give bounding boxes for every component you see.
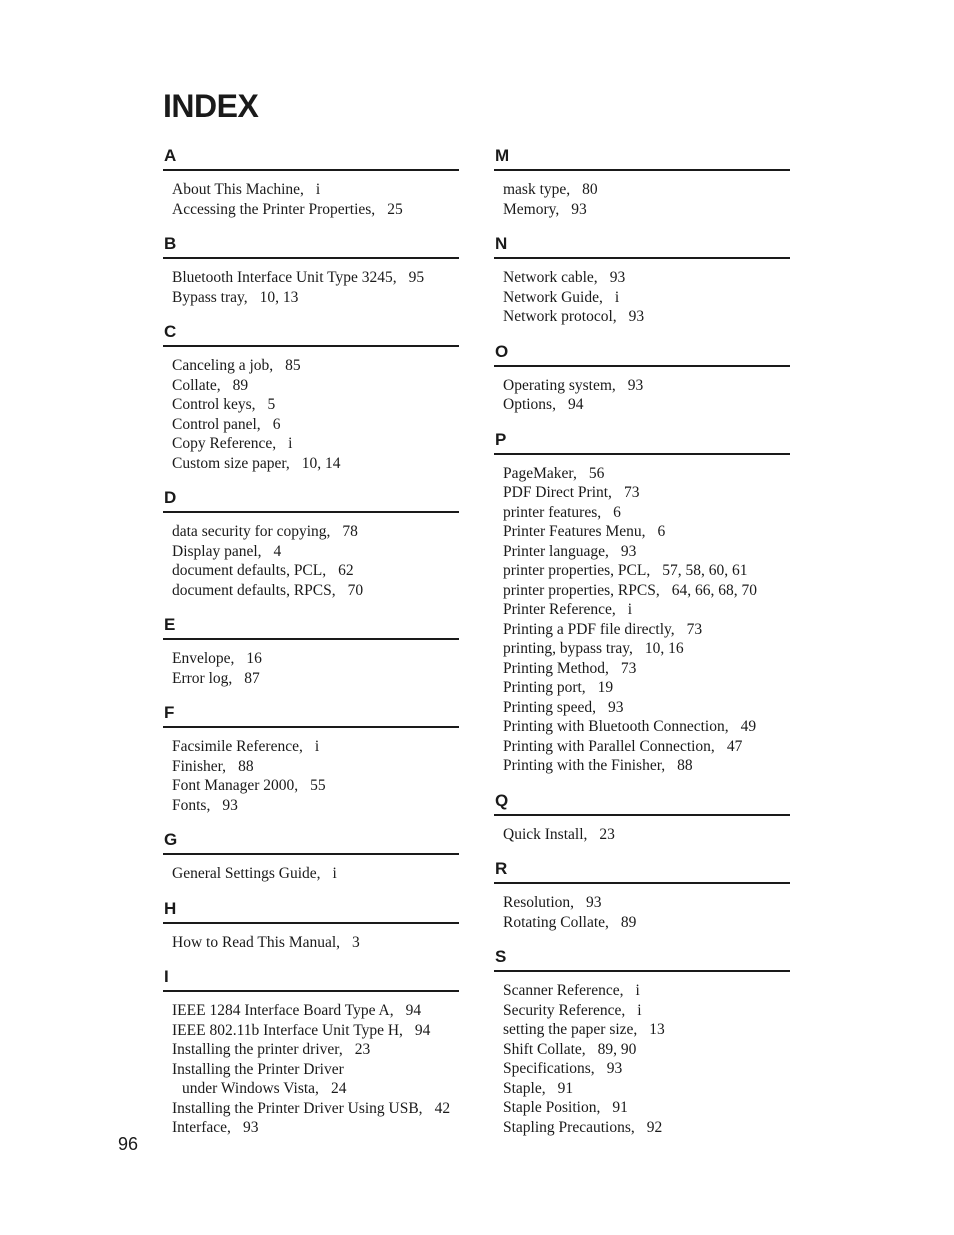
entry-term: Printing with Bluetooth Connection, — [503, 718, 729, 735]
entry-term: Copy Reference, — [172, 435, 277, 452]
entry-term: Operating system, — [503, 376, 616, 394]
entry-pages: 88 — [677, 757, 693, 774]
entry-pages: 73 — [620, 659, 637, 677]
index-entry — [503, 288, 790, 308]
index-entry — [503, 1059, 790, 1079]
entry-term: Error log, — [172, 669, 233, 687]
entry-pages: 93 — [222, 796, 238, 814]
index-entry — [172, 737, 459, 757]
entry-term: Staple Position, — [503, 1099, 601, 1116]
entry-pages: 10, 13 — [259, 288, 299, 306]
entry-term: Printer Features Menu, — [503, 523, 646, 540]
index-column-right — [494, 145, 790, 1151]
index-section-o — [494, 341, 790, 415]
entry-pages: 91 — [612, 1099, 628, 1116]
entry-pages: 93 — [609, 269, 626, 286]
index-entry — [503, 561, 790, 581]
index-entry — [172, 1099, 459, 1119]
entry-term: Memory, — [503, 200, 560, 218]
entry-pages: 88 — [238, 757, 254, 775]
entry-pages: 94 — [405, 1002, 422, 1019]
index-entry — [172, 288, 459, 308]
index-entry — [172, 933, 459, 953]
section-letter: E — [164, 615, 176, 634]
entry-pages: 23 — [599, 825, 615, 843]
index-entry — [503, 913, 790, 933]
index-entry — [503, 180, 790, 200]
entry-pages: i — [635, 982, 640, 999]
entry-term: Bluetooth Interface Unit Type 3245, — [172, 269, 397, 286]
index-entry — [172, 757, 459, 777]
entry-pages: 49 — [740, 718, 757, 735]
entry-list — [494, 825, 790, 845]
index-entry — [172, 200, 459, 220]
entry-term: Rotating Collate, — [503, 913, 609, 931]
entry-term: Installing the Printer Driver — [172, 1060, 344, 1078]
index-entry — [172, 415, 459, 435]
section-letter: G — [164, 830, 178, 849]
section-letter: O — [495, 341, 509, 361]
entry-term: data security for copying, — [172, 523, 331, 540]
entry-term: PDF Direct Print, — [503, 484, 612, 501]
entry-pages: 6 — [657, 523, 666, 540]
index-entry — [503, 678, 790, 698]
entry-term: Staple, — [503, 1079, 546, 1097]
index-section-c — [163, 321, 459, 473]
section-letter: H — [164, 898, 177, 918]
entry-term: Printing speed, — [503, 698, 596, 716]
index-section-p — [494, 429, 790, 776]
index-entry — [503, 717, 790, 737]
index-section-i — [163, 966, 459, 1138]
entry-term: Display panel, — [172, 542, 262, 560]
section-divider — [494, 882, 790, 884]
entry-term: Stapling Precautions, — [503, 1118, 635, 1136]
entry-pages: 73 — [686, 620, 703, 638]
entry-pages: 93 — [586, 894, 602, 911]
index-entry — [503, 1020, 790, 1040]
index-entry — [503, 620, 790, 640]
entry-subterm: under Windows Vista, — [182, 1080, 319, 1097]
index-section-b — [163, 233, 459, 307]
entry-list — [163, 933, 459, 953]
section-divider — [494, 257, 790, 259]
entry-term: Scanner Reference, — [503, 982, 624, 999]
entry-list — [494, 376, 790, 415]
index-entry — [503, 395, 790, 415]
entry-subterm-line — [172, 1079, 459, 1099]
section-letter: Q — [495, 790, 509, 810]
entry-term: printing, bypass tray, — [503, 640, 633, 657]
entry-pages: 5 — [267, 396, 276, 413]
index-section-h — [163, 898, 459, 953]
index-entry — [503, 981, 790, 1001]
index-entry — [503, 600, 790, 620]
entry-list — [163, 864, 459, 884]
section-letter: I — [164, 967, 169, 986]
entry-term: Interface, — [172, 1119, 231, 1136]
entry-pages: 94 — [567, 396, 584, 413]
entry-pages: 4 — [273, 542, 282, 560]
index-entry — [503, 376, 790, 396]
section-divider — [494, 814, 790, 816]
entry-term: How to Read This Manual, — [172, 933, 341, 951]
index-entry — [172, 542, 459, 562]
entry-term: Printing with Parallel Connection, — [503, 737, 715, 755]
entry-term: Font Manager 2000, — [172, 777, 299, 794]
index-section-r — [494, 858, 790, 932]
index-entry — [172, 1118, 459, 1138]
index-entry — [172, 522, 459, 542]
entry-term: Control panel, — [172, 415, 261, 433]
entry-list — [494, 464, 790, 776]
entry-pages: 47 — [726, 737, 743, 755]
index-section-n — [494, 233, 790, 327]
entry-list — [163, 522, 459, 600]
entry-term: Resolution, — [503, 894, 575, 911]
entry-pages: 80 — [582, 181, 598, 198]
entry-term: IEEE 802.11b Interface Unit Type H, — [172, 1021, 403, 1039]
index-entry — [503, 825, 790, 845]
entry-pages: i — [614, 288, 620, 306]
index-entry — [172, 776, 459, 796]
entry-pages: 93 — [571, 200, 587, 218]
entry-pages: 6 — [272, 415, 281, 433]
section-divider — [494, 453, 790, 455]
section-divider — [494, 365, 790, 367]
index-entry — [503, 698, 790, 718]
entry-list — [494, 180, 790, 219]
entry-pages: 89 — [232, 376, 249, 394]
entry-pages: 87 — [244, 669, 260, 687]
entry-pages: 85 — [285, 357, 301, 374]
entry-pages: 57, 58, 60, 61 — [662, 562, 748, 579]
entry-pages: 13 — [649, 1021, 665, 1038]
section-letter: D — [164, 488, 177, 507]
entry-pages: i — [314, 738, 320, 755]
index-entry — [503, 1118, 790, 1138]
section-divider — [163, 922, 459, 924]
entry-term: printer properties, RPCS, — [503, 581, 660, 599]
section-divider — [163, 345, 459, 347]
index-column-left — [163, 145, 459, 1152]
page-title: INDEX — [163, 88, 259, 124]
entry-term: Custom size paper, — [172, 454, 290, 472]
section-letter: C — [164, 322, 177, 341]
entry-term: Control keys, — [172, 396, 256, 413]
section-divider — [163, 257, 459, 259]
entry-term: Printer Reference, — [503, 601, 616, 618]
entry-term: Network cable, — [503, 269, 598, 286]
entry-term: printer properties, PCL, — [503, 562, 651, 579]
section-letter: S — [495, 947, 507, 966]
entry-pages: 23 — [354, 1041, 371, 1058]
index-entry — [172, 669, 459, 689]
entry-pages: 16 — [246, 650, 262, 667]
index-entry — [503, 1079, 790, 1099]
index-entry — [172, 356, 459, 376]
index-entry — [503, 737, 790, 757]
entry-term: Installing the Printer Driver Using USB, — [172, 1099, 423, 1117]
entry-term: Specifications, — [503, 1060, 595, 1077]
entry-pages: 93 — [620, 542, 637, 560]
entry-pages: 92 — [646, 1118, 663, 1136]
entry-term: Envelope, — [172, 650, 235, 667]
entry-pages: 6 — [613, 503, 621, 521]
entry-list — [163, 1001, 459, 1138]
section-letter: F — [164, 703, 175, 722]
index-section-e — [163, 614, 459, 688]
index-entry — [503, 542, 790, 562]
index-entry — [503, 659, 790, 679]
entry-term: About This Machine, — [172, 181, 304, 198]
index-entry — [503, 1098, 790, 1118]
index-entry — [172, 1001, 459, 1021]
section-letter: R — [495, 859, 508, 878]
entry-term: mask type, — [503, 181, 571, 198]
entry-pages: 78 — [342, 523, 358, 540]
entry-pages: 93 — [608, 698, 624, 716]
entry-term: Accessing the Printer Properties, — [172, 200, 376, 218]
section-letter: P — [495, 429, 507, 449]
index-section-g — [163, 829, 459, 884]
entry-pages: 89, 90 — [597, 1040, 637, 1058]
entry-pages: i — [627, 601, 633, 618]
entry-term: document defaults, RPCS, — [172, 581, 336, 599]
index-entry — [172, 581, 459, 601]
section-divider — [163, 726, 459, 728]
section-letter: M — [495, 146, 510, 165]
entry-list — [494, 893, 790, 932]
entry-term: setting the paper size, — [503, 1021, 638, 1038]
entry-pages: 70 — [347, 581, 364, 599]
section-divider — [494, 169, 790, 171]
index-entry — [503, 307, 790, 327]
section-divider — [163, 638, 459, 640]
index-section-d — [163, 487, 459, 600]
entry-term: document defaults, PCL, — [172, 562, 327, 579]
entry-term: IEEE 1284 Interface Board Type A, — [172, 1002, 394, 1019]
entry-pages: 93 — [242, 1119, 259, 1136]
entry-term: Network Guide, — [503, 288, 603, 306]
index-entry — [503, 893, 790, 913]
entry-pages: 73 — [623, 484, 640, 501]
entry-term: General Settings Guide, — [172, 865, 321, 882]
section-divider — [163, 853, 459, 855]
section-letter: B — [164, 234, 177, 253]
entry-term: PageMaker, — [503, 464, 577, 482]
entry-pages: 64, 66, 68, 70 — [671, 581, 757, 599]
entry-list — [163, 268, 459, 307]
entry-pages: 24 — [330, 1080, 347, 1097]
index-section-a — [163, 145, 459, 219]
index-entry — [503, 503, 790, 523]
index-entry — [503, 464, 790, 484]
entry-list — [494, 268, 790, 327]
entry-pages: i — [315, 181, 321, 198]
index-entry — [503, 1040, 790, 1060]
entry-list — [163, 356, 459, 473]
entry-pages: 93 — [628, 308, 645, 325]
index-entry — [503, 483, 790, 503]
entry-pages: 94 — [414, 1021, 431, 1039]
entry-term: Installing the printer driver, — [172, 1041, 343, 1058]
section-divider — [163, 990, 459, 992]
index-entry — [172, 864, 459, 884]
entry-pages: 10, 14 — [301, 454, 341, 472]
index-section-m — [494, 145, 790, 219]
index-entry — [503, 639, 790, 659]
entry-term: Facsimile Reference, — [172, 738, 303, 755]
index-entry — [503, 268, 790, 288]
entry-term: Canceling a job, — [172, 357, 274, 374]
entry-term: Network protocol, — [503, 308, 617, 325]
index-entry — [172, 1060, 459, 1099]
entry-term: printer features, — [503, 503, 602, 521]
entry-list — [494, 981, 790, 1137]
entry-term: Collate, — [172, 376, 221, 394]
entry-term: Security Reference, — [503, 1001, 626, 1019]
entry-pages: i — [288, 435, 293, 452]
entry-pages: 62 — [338, 562, 354, 579]
entry-term: Printing port, — [503, 679, 586, 696]
index-entry — [172, 376, 459, 396]
entry-pages: 3 — [352, 933, 360, 951]
index-entry — [172, 1021, 459, 1041]
entry-list — [163, 737, 459, 815]
section-divider — [163, 169, 459, 171]
index-entry — [172, 454, 459, 474]
entry-pages: 19 — [597, 679, 614, 696]
entry-term: Shift Collate, — [503, 1040, 586, 1058]
entry-pages: 55 — [310, 777, 326, 794]
entry-pages: 93 — [606, 1060, 623, 1077]
entry-pages: 89 — [620, 913, 637, 931]
entry-term: Options, — [503, 396, 556, 413]
section-letter: N — [495, 234, 508, 253]
entry-term: Printing with the Finisher, — [503, 757, 666, 774]
index-entry — [503, 522, 790, 542]
index-entry — [172, 395, 459, 415]
section-letter: A — [164, 146, 177, 165]
entry-list — [163, 649, 459, 688]
index-entry — [503, 581, 790, 601]
index-section-q — [494, 790, 790, 845]
index-entry — [172, 649, 459, 669]
section-divider — [163, 511, 459, 513]
entry-term: Printing Method, — [503, 659, 609, 677]
index-entry — [172, 796, 459, 816]
index-entry — [172, 1040, 459, 1060]
entry-term: Bypass tray, — [172, 288, 248, 306]
entry-term: Finisher, — [172, 757, 227, 775]
index-entry — [503, 200, 790, 220]
index-entry — [503, 1001, 790, 1021]
entry-pages: 25 — [387, 200, 403, 218]
entry-term: Quick Install, — [503, 825, 588, 843]
index-entry — [172, 180, 459, 200]
entry-pages: i — [332, 865, 337, 882]
entry-term: Printer language, — [503, 542, 609, 560]
entry-pages: 10, 16 — [644, 640, 684, 657]
index-entry — [172, 268, 459, 288]
entry-term: Fonts, — [172, 796, 211, 814]
entry-pages: 42 — [434, 1099, 451, 1117]
entry-pages: 56 — [588, 464, 605, 482]
entry-term: Printing a PDF file directly, — [503, 620, 675, 638]
index-entry — [503, 756, 790, 776]
index-entry — [172, 434, 459, 454]
entry-pages: 93 — [627, 376, 644, 394]
page-number: 96 — [118, 1134, 139, 1154]
entry-pages: 95 — [408, 269, 425, 286]
index-section-s — [494, 946, 790, 1137]
entry-pages: 91 — [557, 1079, 574, 1097]
entry-pages: i — [637, 1001, 642, 1019]
index-entry — [172, 561, 459, 581]
index-section-f — [163, 702, 459, 815]
section-divider — [494, 970, 790, 972]
entry-list — [163, 180, 459, 219]
